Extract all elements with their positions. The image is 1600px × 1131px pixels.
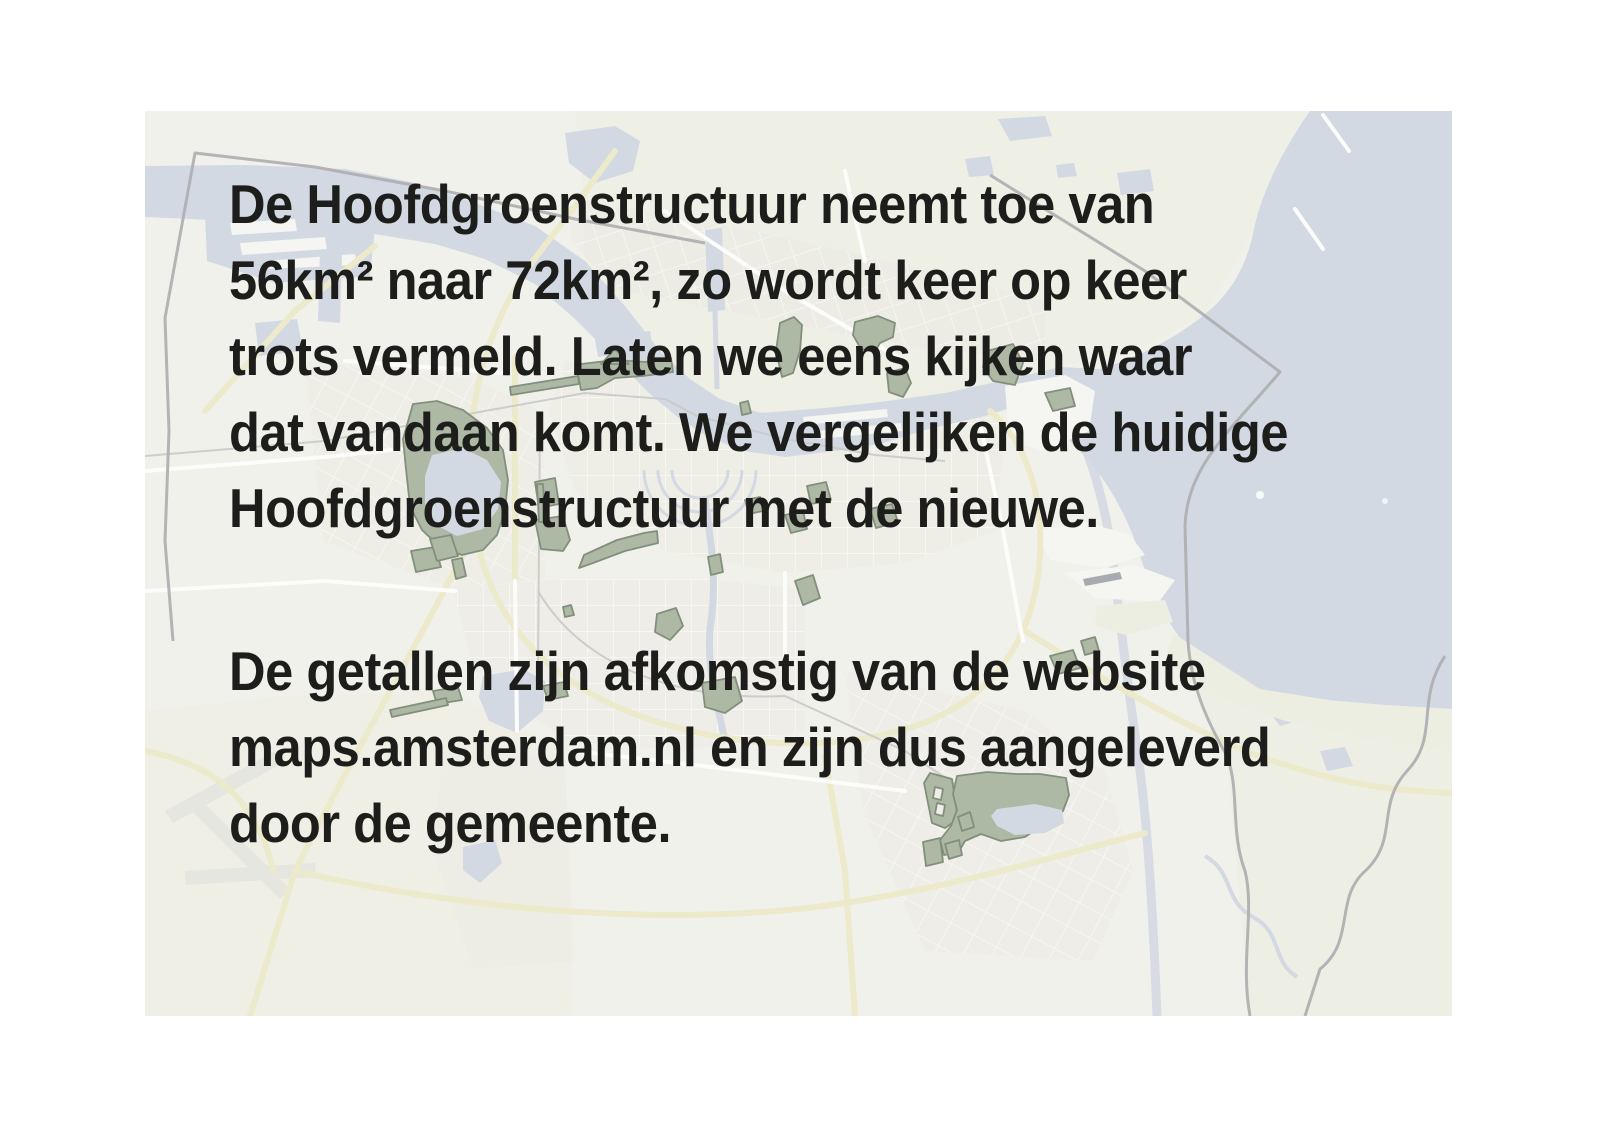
text-line: De getallen zijn afkomstig van de website [229,640,1206,702]
text-line: door de gemeente. [229,792,672,854]
text-line: De Hoofdgroenstructuur neemt toe van [229,173,1155,235]
text-line: Hoofdgroenstructuur met de nieuwe. [229,477,1099,539]
text-line: maps.amsterdam.nl en zijn dus aangeleverd [229,716,1271,778]
paragraph-2 [229,633,1288,861]
text-line: trots vermeld. Laten we eens kijken waar [229,325,1193,387]
text-line: 56km² naar 72km², zo wordt keer op keer [229,249,1187,311]
caption-text [229,166,1288,861]
paragraph-1 [229,166,1288,546]
text-line: dat vandaan komt. We vergelijken de huidige [229,401,1289,463]
